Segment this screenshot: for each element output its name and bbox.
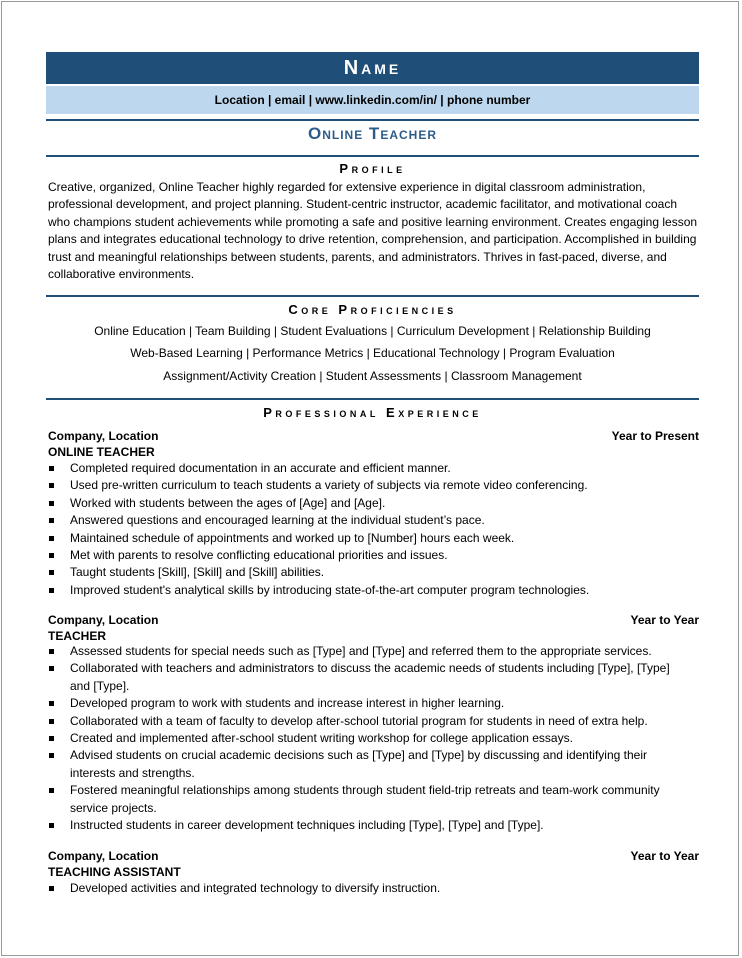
job-bullets — [48, 880, 688, 897]
divider — [46, 119, 699, 121]
job-role: TEACHING ASSISTANT — [48, 865, 181, 879]
profile-summary: Creative, organized, Online Teacher highly regarded for extensive experience in digital classroom administration, professional development, and project planning. Student-centric instructor, academic facilitator, and motivational coach who champions student achievements while promoting a safe and positive learning environment. Creates engaging lesson plans and integrates educational technology to drive retention, comprehension, and participation. Accomplished in building trust and meaningful relationships between students, parents, and administrators. Thrives in fast-paced, diverse, and collaborative environments. — [48, 180, 698, 282]
bullet-item: Maintained schedule of appointments and worked up to [Number] hours each week. — [48, 530, 688, 547]
bullet-item: Answered questions and encouraged learning at the individual student’s pace. — [48, 512, 688, 529]
bullet-item: Collaborated with teachers and administrators to discuss the academic needs of students including [Type], [Type] and [Type]. — [48, 660, 688, 695]
job-bullets — [48, 460, 688, 599]
divider — [46, 295, 699, 297]
job-header — [48, 429, 699, 443]
job-dates: Year to Year — [630, 613, 699, 627]
job-title: Online Teacher — [307, 124, 437, 143]
bullet-item: Improved student's analytical skills by introducing state-of-the-art computer program technologies. — [48, 582, 688, 599]
profile-heading: Profile — [339, 161, 406, 176]
bullet-item: Worked with students between the ages of [Age] and [Age]. — [48, 495, 688, 512]
proficiency-line: Web-Based Learning | Performance Metrics | Educational Technology | Program Evaluation — [130, 346, 615, 360]
bullet-item: Used pre-written curriculum to teach students a variety of subjects via remote video conferencing. — [48, 477, 688, 494]
resume-page — [1, 1, 739, 956]
job-bullets — [48, 643, 688, 834]
proficiency-line: Online Education | Team Building | Student Evaluations | Curriculum Development | Relationship Building — [94, 324, 651, 338]
bullet-item: Assessed students for special needs such as [Type] and [Type] and referred them to the appropriate services. — [48, 643, 688, 660]
bullet-item: Completed required documentation in an accurate and efficient manner. — [48, 460, 688, 477]
job-dates: Year to Year — [630, 849, 699, 863]
divider — [46, 155, 699, 157]
job-header — [48, 849, 699, 863]
core-proficiencies-heading: Core Proficiencies — [288, 302, 457, 317]
job-role: TEACHER — [48, 629, 107, 643]
job-role: ONLINE TEACHER — [48, 445, 155, 459]
divider — [46, 398, 699, 400]
name-banner: Name — [46, 52, 699, 84]
bullet-item: Developed activities and integrated technology to diversify instruction. — [48, 880, 688, 897]
proficiency-line: Assignment/Activity Creation | Student Assessments | Classroom Management — [163, 369, 582, 383]
job-dates: Year to Present — [611, 429, 699, 443]
company-location: Company, Location — [48, 849, 159, 863]
bullet-item: Developed program to work with students and increase interest in higher learning. — [48, 695, 688, 712]
company-location: Company, Location — [48, 613, 159, 627]
bullet-item: Created and implemented after-school student writing workshop for college application essays. — [48, 730, 688, 747]
contact-info: Location | email | www.linkedin.com/in/ | phone number — [46, 86, 699, 114]
bullet-item: Advised students on crucial academic decisions such as [Type] and [Type] by discussing and identifying their interests and strengths. — [48, 747, 688, 782]
bullet-item: Collaborated with a team of faculty to develop after-school tutorial program for students in need of extra help. — [48, 713, 688, 730]
bullet-item: Taught students [Skill], [Skill] and [Skill] abilities. — [48, 564, 688, 581]
bullet-item: Instructed students in career development techniques including [Type], [Type] and [Type]. — [48, 817, 688, 834]
job-header — [48, 613, 699, 627]
bullet-item: Met with parents to resolve conflicting educational priorities and issues. — [48, 547, 688, 564]
company-location: Company, Location — [48, 429, 159, 443]
bullet-item: Fostered meaningful relationships among students through student field-trip retreats and team-work community service projects. — [48, 782, 688, 817]
experience-heading: Professional Experience — [263, 405, 482, 420]
